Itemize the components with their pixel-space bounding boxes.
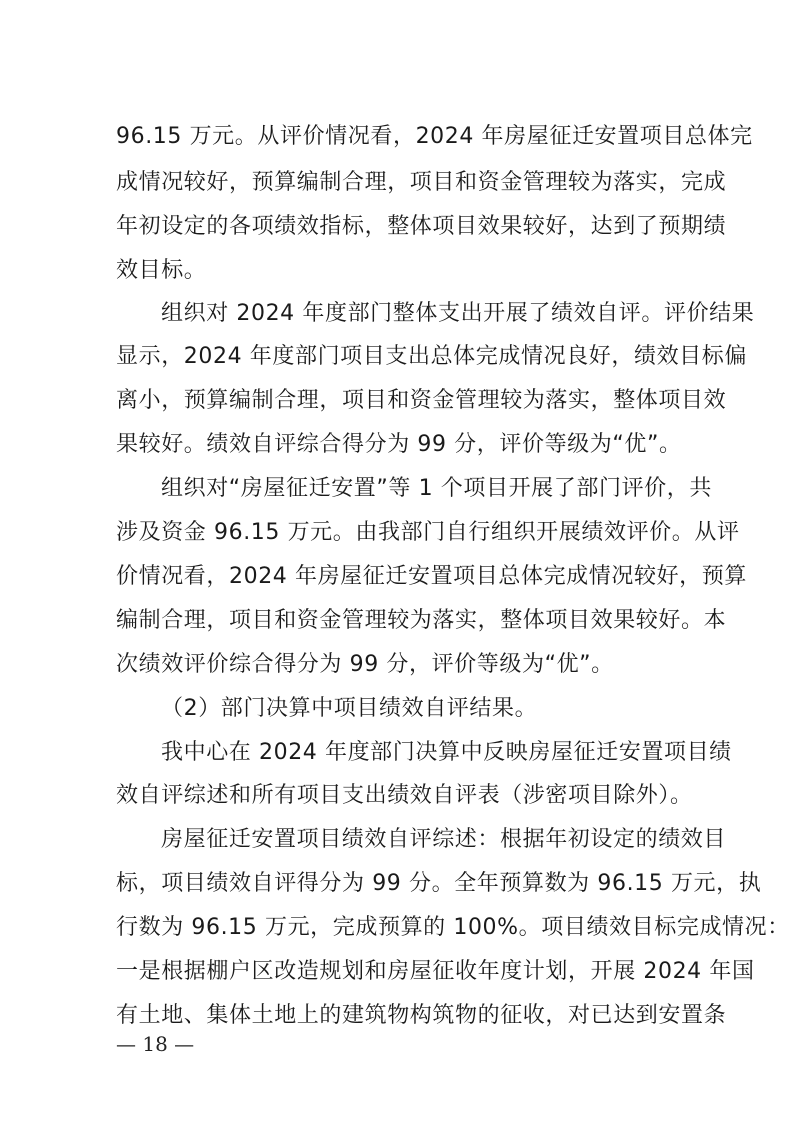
paragraph-line: 组织对“房屋征迁安置”等 1 个项目开展了部门评价，共 <box>161 476 712 501</box>
paragraph-line: 编制合理，项目和资金管理较为落实，整体项目效果较好。本 <box>116 608 727 633</box>
paragraph-line: 次绩效评价综合得分为 99 分，评价等级为“优”。 <box>116 652 614 677</box>
paragraph-line: 行数为 96.15 万元，完成预算的 100%。项目绩效目标完成情况： <box>116 915 790 940</box>
paragraph-line: 我中心在 2024 年度部门决算中反映房屋征迁安置项目绩 <box>161 740 732 765</box>
paragraph-line: 组织对 2024 年度部门整体支出开展了绩效自评。评价结果 <box>161 301 755 326</box>
paragraph-line: 显示，2024 年度部门项目支出总体完成情况良好，绩效目标偏 <box>116 344 747 369</box>
paragraph-line: 96.15 万元。从评价情况看，2024 年房屋征迁安置项目总体完 <box>116 124 753 149</box>
page-number: — 18 — <box>116 1032 195 1056</box>
paragraph-line: 有土地、集体土地上的建筑物构筑物的征收，对已达到安置条 <box>116 1003 727 1028</box>
paragraph-line: 房屋征迁安置项目绩效自评综述：根据年初设定的绩效目 <box>161 827 727 852</box>
paragraph-line: 离小，预算编制合理，项目和资金管理较为落实，整体项目效 <box>116 388 727 413</box>
paragraph-line: 效目标。 <box>116 258 207 283</box>
paragraph-line: 标，项目绩效自评得分为 99 分。全年预算数为 96.15 万元，执 <box>116 871 762 896</box>
section-subheading: （2）部门决算中项目绩效自评结果。 <box>161 696 538 721</box>
paragraph-line: 效自评综述和所有项目支出绩效自评表（涉密项目除外）。 <box>116 783 693 808</box>
paragraph-line: 果较好。绩效自评综合得分为 99 分，评价等级为“优”。 <box>116 432 682 457</box>
paragraph-line: 一是根据棚户区改造规划和房屋征收年度计划，开展 2024 年国 <box>116 959 755 984</box>
paragraph-line: 年初设定的各项绩效指标，整体项目效果较好，达到了预期绩 <box>116 214 727 239</box>
paragraph-line: 涉及资金 96.15 万元。由我部门自行组织开展绩效评价。从评 <box>116 520 740 545</box>
paragraph-line: 价情况看，2024 年房屋征迁安置项目总体完成情况较好，预算 <box>116 564 747 589</box>
paragraph-line: 成情况较好，预算编制合理，项目和资金管理较为落实，完成 <box>116 170 727 195</box>
